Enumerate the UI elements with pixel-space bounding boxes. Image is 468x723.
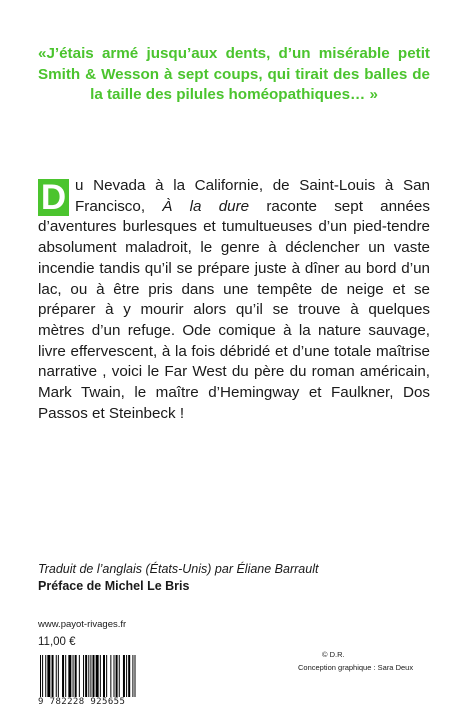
barcode-number: 9 782228 925655 bbox=[38, 697, 126, 707]
description-text-end: raconte sept années d’aventures burlesques et tumultueuses d’un pied-tendre absolument maladroit, le genre à déclencher un vaste incendie tandis qu’il se prépare juste à dîner au bord d’un lac, ou à être pris dans une tempête de neige et se préparer à y mourir alors qu’il se trouve à quelques mètres d’un refuge. Ode comique à la nature sauvage, livre effervescent, à la fois débridé et d’une totale maîtrise narrative , voici le Far West du père du roman américain, Mark Twain, le maître d’Hemingway et Faulkner, Dos Passos et Steinbeck ! bbox=[38, 197, 430, 422]
photo-credit: © D.R. bbox=[322, 650, 345, 659]
book-title: À la dure bbox=[162, 197, 250, 215]
design-credit: Conception graphique : Sara Deux bbox=[298, 663, 414, 672]
publisher-website: www.payot-rivages.fr bbox=[38, 619, 127, 630]
description-text-start: u Nevada à la Californie, de Saint-Louis à San Francisco, bbox=[75, 177, 430, 215]
book-description bbox=[38, 176, 430, 424]
price: 11,00 € bbox=[38, 636, 76, 648]
barcode bbox=[38, 655, 168, 697]
pull-quote: «J’étais armé jusqu’aux dents, d’un misérable petit Smith & Wesson à sept coups, qui tirait des balles de la taille des pilules homéopathiques… » bbox=[38, 45, 430, 103]
drop-cap: D bbox=[38, 179, 69, 216]
credits bbox=[38, 561, 318, 595]
preface-credit: Préface de Michel Le Bris bbox=[38, 579, 190, 593]
translator-credit: Traduit de l’anglais (États-Unis) par Éliane Barrault bbox=[38, 562, 319, 576]
